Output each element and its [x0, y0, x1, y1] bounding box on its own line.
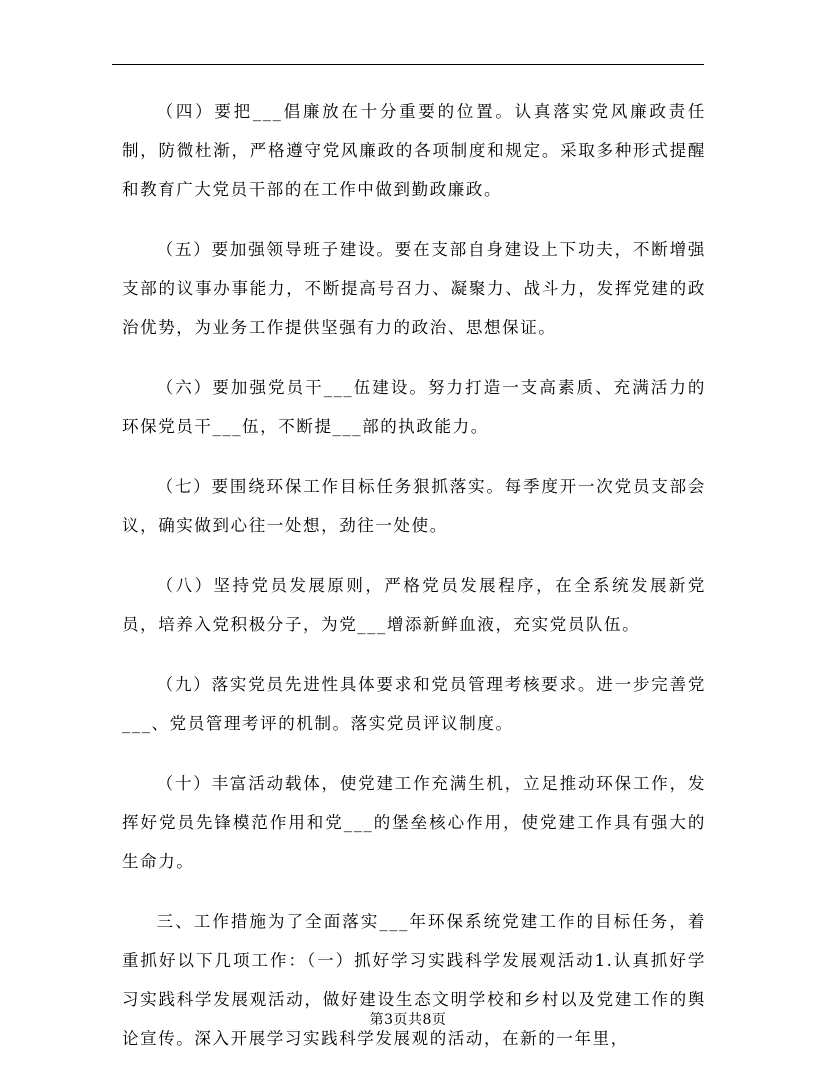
paragraph-7: （七）要围绕环保工作目标任务狠抓落实。每季度开一次党员支部会议，确实做到心往一处想，劲往一处使。 [122, 477, 706, 535]
paragraph-4: （四）要把___倡廉放在十分重要的位置。认真落实党风廉政责任制，防微杜渐，严格遵守党风廉政的各项制度和规定。采取多种形式提醒和教育广大党员干部的在工作中做到勤政廉政。 [122, 102, 706, 199]
header-rule [112, 64, 704, 65]
document-body [122, 92, 706, 1079]
paragraph-6: （六）要加强党员干___伍建设。努力打造一支高素质、充满活力的环保党员干___伍，不断提___部的执政能力。 [122, 378, 706, 436]
page-number-footer: 第3页共8页 [369, 1012, 447, 1028]
paragraph-10: （十）丰富活动载体，使党建工作充满生机，立足推动环保工作，发挥好党员先锋模范作用和党___的堡垒核心作用，使党建工作具有强大的生命力。 [122, 774, 706, 871]
paragraph-5: （五）要加强领导班子建设。要在支部自身建设上下功夫，不断增强支部的议事办事能力，不断提高号召力、凝聚力、战斗力，发挥党建的政治优势，为业务工作提供坚强有力的政治、思想保证。 [122, 240, 706, 337]
paragraph-measures: 三、工作措施为了全面落实___年环保系统党建工作的目标任务，着重抓好以下几项工作：（一）抓好学习实践科学发展观活动1.认真抓好学习实践科学发展观活动，做好建设生态文明学校和乡村以及党建工作的舆论宣传。深入开展学习实践科学发展观的活动，在新的一年里， [122, 912, 706, 1048]
paragraph-9: （九）落实党员先进性具体要求和党员管理考核要求。进一步完善党___、党员管理考评的机制。落实党员评议制度。 [122, 675, 706, 733]
paragraph-8: （八）坚持党员发展原则，严格党员发展程序，在全系统发展新党员，培养入党积极分子，为党___增添新鲜血液，充实党员队伍。 [122, 576, 706, 634]
